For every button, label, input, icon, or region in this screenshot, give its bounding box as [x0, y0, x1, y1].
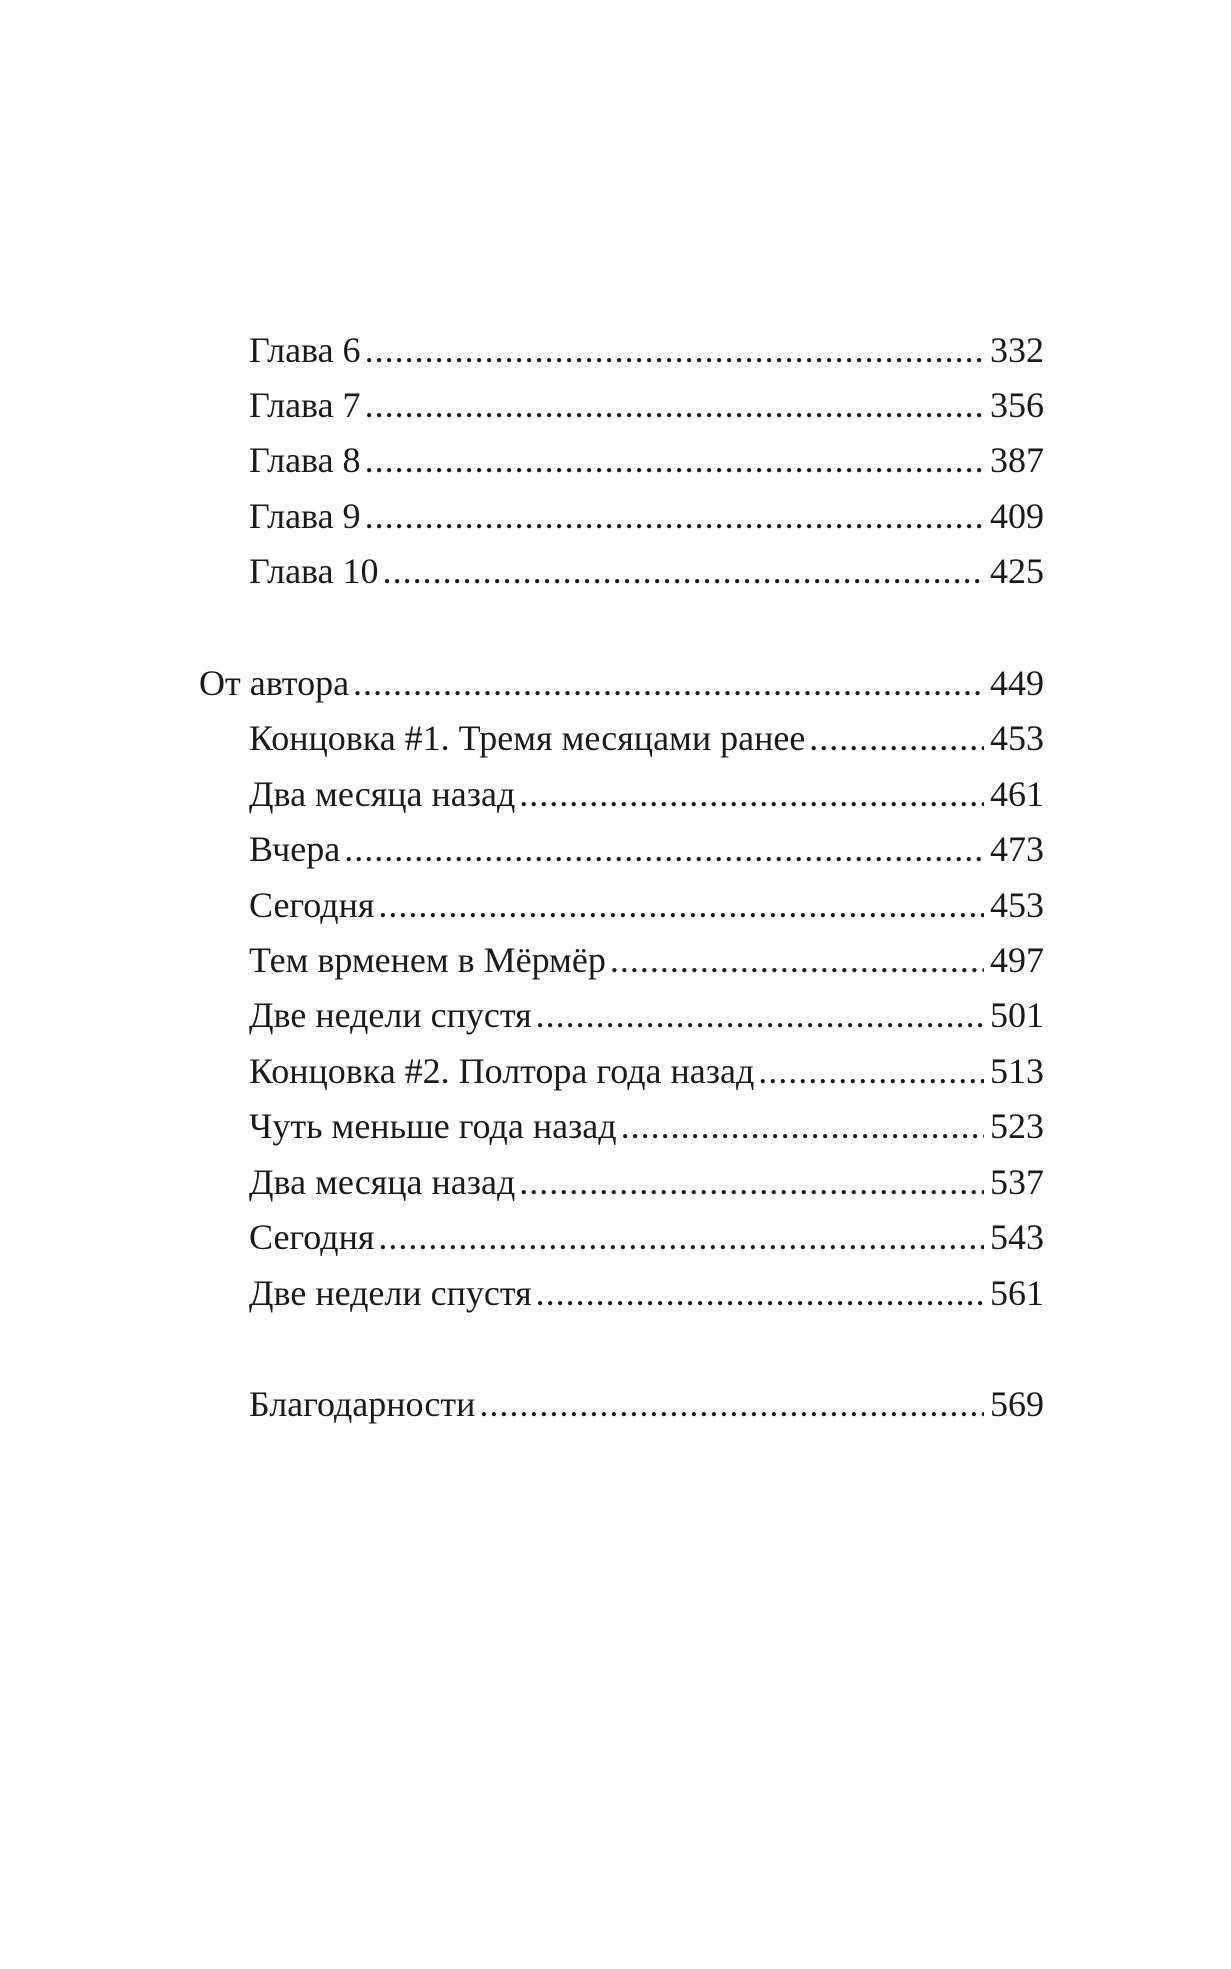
dot-leader	[378, 1209, 984, 1265]
toc-entry-page: 569	[990, 1384, 1044, 1424]
toc-entry-title: Два месяца назад	[249, 774, 516, 814]
toc-entry-title: Концовка #1. Тремя месяцами ранее	[249, 718, 806, 758]
toc-entry-page: 497	[990, 940, 1044, 980]
toc-entry-title: Сегодня	[249, 1217, 375, 1257]
toc-entry-page: 332	[990, 330, 1044, 370]
toc-entry-chapter-7	[249, 377, 1044, 433]
dot-leader	[519, 766, 984, 822]
toc-entry-title: Сегодня	[249, 885, 375, 925]
dot-leader	[758, 1043, 984, 1099]
dot-leader	[479, 1376, 984, 1432]
toc-entry-title: Чуть меньше года назад	[249, 1106, 617, 1146]
toc-entry-today-1	[249, 877, 1044, 933]
toc-entry-title: Глава 6	[249, 330, 361, 370]
toc-entry-title: Вчера	[249, 829, 341, 869]
toc-entry-page: 387	[990, 440, 1044, 480]
dot-leader	[809, 710, 984, 766]
toc-entry-acknowledgements	[249, 1376, 1044, 1432]
toc-entry-page: 473	[990, 829, 1044, 869]
dot-leader	[365, 488, 984, 544]
toc-entry-two-weeks-later-1	[249, 987, 1044, 1043]
toc-entry-title: Тем врменем в Мёрмёр	[249, 940, 606, 980]
toc-entry-page: 409	[990, 496, 1044, 536]
dot-leader	[365, 322, 984, 378]
dot-leader	[378, 877, 984, 933]
toc-entry-chapter-6	[249, 322, 1044, 378]
toc-entry-author-section	[199, 655, 1044, 711]
toc-entry-two-months-ago-2	[249, 1154, 1044, 1210]
toc-entry-chapter-10	[249, 543, 1044, 599]
toc-entry-page: 453	[990, 885, 1044, 925]
toc-entry-page: 425	[990, 551, 1044, 591]
toc-entry-page: 449	[990, 663, 1044, 703]
dot-leader	[536, 987, 984, 1043]
toc-entry-chapter-9	[249, 488, 1044, 544]
toc-entry-title: Две недели спустя	[249, 995, 532, 1035]
dot-leader	[621, 1098, 984, 1154]
toc-entry-ending-2	[249, 1043, 1044, 1099]
toc-entry-less-than-year-ago	[249, 1098, 1044, 1154]
dot-leader	[536, 1265, 984, 1321]
dot-leader	[365, 432, 984, 488]
toc-entry-title: От автора	[199, 663, 350, 703]
toc-entry-page: 513	[990, 1051, 1044, 1091]
toc-entry-page: 523	[990, 1106, 1044, 1146]
toc-entry-title: Благодарности	[249, 1384, 476, 1424]
toc-entry-chapter-8	[249, 432, 1044, 488]
toc-entry-today-2	[249, 1209, 1044, 1265]
dot-leader	[365, 377, 984, 433]
toc-entry-two-months-ago-1	[249, 766, 1044, 822]
toc-entry-title: Глава 8	[249, 440, 361, 480]
toc-entry-title: Две недели спустя	[249, 1273, 532, 1313]
toc-entry-title: Глава 7	[249, 385, 361, 425]
toc-entry-page: 537	[990, 1162, 1044, 1202]
toc-entry-page: 356	[990, 385, 1044, 425]
toc-entry-title: Глава 9	[249, 496, 361, 536]
toc-entry-title: Два месяца назад	[249, 1162, 516, 1202]
toc-entry-page: 501	[990, 995, 1044, 1035]
dot-leader	[344, 821, 984, 877]
toc-entry-meanwhile	[249, 932, 1044, 988]
dot-leader	[383, 543, 984, 599]
toc-entry-yesterday	[249, 821, 1044, 877]
toc-entry-title: Глава 10	[249, 551, 379, 591]
toc-entry-two-weeks-later-2	[249, 1265, 1044, 1321]
dot-leader	[519, 1154, 984, 1210]
toc-entry-page: 543	[990, 1217, 1044, 1257]
dot-leader	[353, 655, 984, 711]
toc-entry-page: 561	[990, 1273, 1044, 1313]
dot-leader	[610, 932, 984, 988]
toc-entry-page: 461	[990, 774, 1044, 814]
toc-entry-title: Концовка #2. Полтора года назад	[249, 1051, 755, 1091]
toc-entry-page: 453	[990, 718, 1044, 758]
toc-entry-ending-1	[249, 710, 1044, 766]
